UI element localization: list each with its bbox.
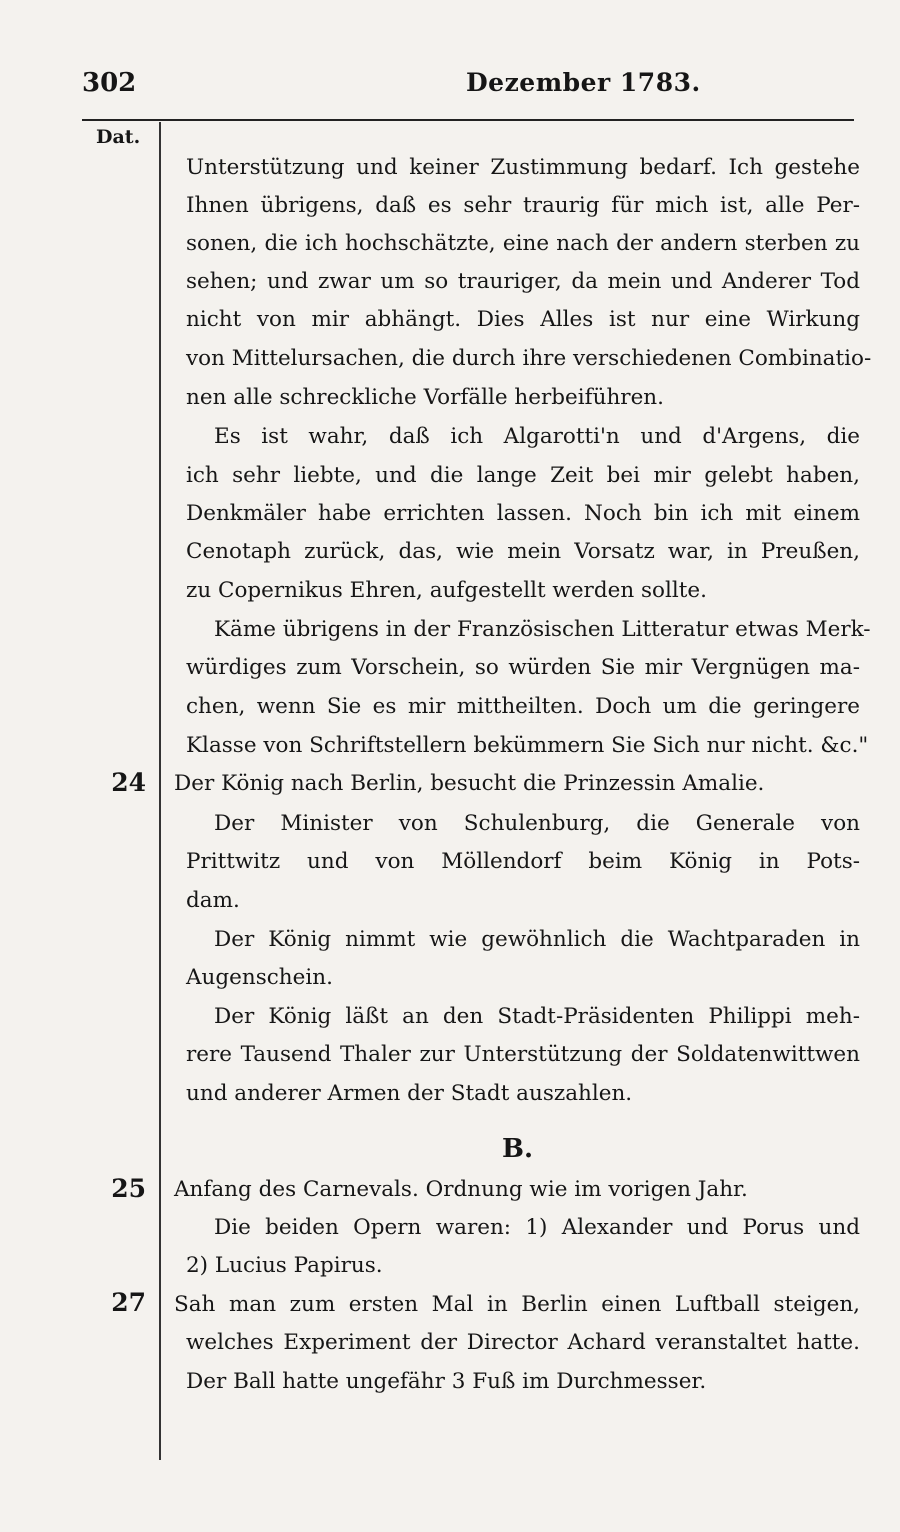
text-line: Augenschein. <box>186 965 333 990</box>
text-line: Es ist wahr, daß ich Algarotti'n und d'Argens, die <box>214 424 860 449</box>
text-line: welches Experiment der Director Achard veranstaltet hatte. <box>186 1330 860 1355</box>
date-column-label: Dat. <box>96 126 141 148</box>
text-line: von Mittelursachen, die durch ihre verschiedenen Combinatio- <box>186 346 872 371</box>
date-marker-24: 24 <box>111 768 146 797</box>
text-line: und anderer Armen der Stadt auszahlen. <box>186 1081 633 1106</box>
section-letter: B. <box>502 1134 534 1164</box>
text-line: chen, wenn Sie es mir mittheilten. Doch um die geringere <box>186 694 860 719</box>
text-line: Prittwitz und von Möllendorf beim König in Pots- <box>186 849 860 874</box>
text-line: Denkmäler habe errichten lassen. Noch bin ich mit einem <box>186 501 860 526</box>
page-number: 302 <box>82 68 137 98</box>
text-line: ich sehr liebte, und die lange Zeit bei mir gelebt haben, <box>186 463 860 488</box>
date-marker-27: 27 <box>111 1288 146 1317</box>
text-line: rere Tausend Thaler zur Unterstützung der Soldatenwittwen <box>186 1042 860 1067</box>
text-line: sonen, die ich hochschätzte, eine nach der andern sterben zu <box>186 231 860 256</box>
text-line: zu Copernikus Ehren, aufgestellt werden sollte. <box>186 578 707 603</box>
text-line: Unterstützung und keiner Zustimmung bedarf. Ich gestehe <box>186 155 860 180</box>
text-line: dam. <box>186 888 240 913</box>
text-line: Der Minister von Schulenburg, die Generale von <box>214 811 860 836</box>
text-line: nen alle schreckliche Vorfälle herbeiführen. <box>186 385 664 410</box>
text-line: Der Ball hatte ungefähr 3 Fuß im Durchmesser. <box>186 1369 707 1394</box>
text-line: würdiges zum Vorschein, so würden Sie mir Vergnügen ma- <box>186 655 860 680</box>
text-line: Anfang des Carnevals. Ordnung wie im vorigen Jahr. <box>174 1177 748 1202</box>
running-title: Dezember 1783. <box>466 68 701 97</box>
text-line: Der König nimmt wie gewöhnlich die Wachtparaden in <box>214 927 860 952</box>
text-line: nicht von mir abhängt. Dies Alles ist nur eine Wirkung <box>186 307 860 332</box>
text-line: Ihnen übrigens, daß es sehr traurig für mich ist, alle Per- <box>186 193 860 218</box>
text-line: 2) Lucius Papirus. <box>186 1253 383 1278</box>
text-line: Der König läßt an den Stadt-Präsidenten Philippi meh- <box>214 1004 860 1029</box>
text-line: Der König nach Berlin, besucht die Prinzessin Amalie. <box>174 771 765 796</box>
text-line: Die beiden Opern waren: 1) Alexander und Porus und <box>214 1215 860 1240</box>
text-line: Klasse von Schriftstellern bekümmern Sie Sich nur nicht. &c." <box>186 733 869 758</box>
text-line: Käme übrigens in der Französischen Litteratur etwas Merk- <box>214 617 871 642</box>
date-column-rule <box>159 122 161 1460</box>
date-marker-25: 25 <box>111 1174 146 1203</box>
page-header <box>82 68 858 108</box>
text-line: Cenotaph zurück, das, wie mein Vorsatz war, in Preußen, <box>186 539 860 564</box>
header-rule <box>82 119 854 121</box>
text-line: Sah man zum ersten Mal in Berlin einen Luftball steigen, <box>174 1292 860 1317</box>
text-line: sehen; und zwar um so trauriger, da mein und Anderer Tod <box>186 269 860 294</box>
